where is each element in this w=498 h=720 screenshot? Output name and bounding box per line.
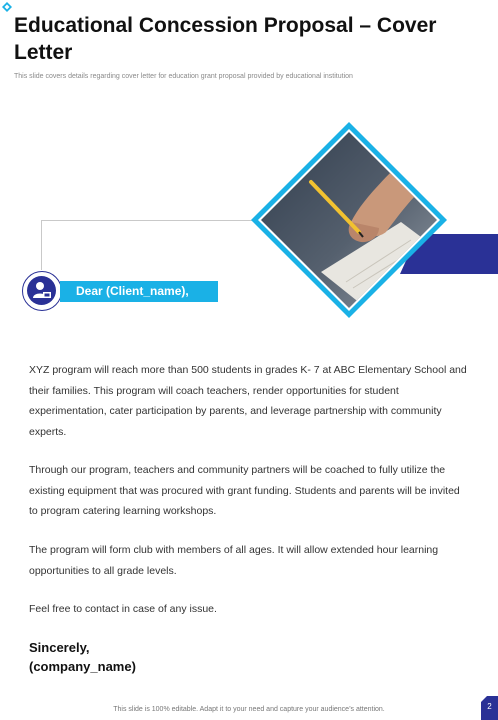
corner-diamond-icon <box>2 2 12 12</box>
page-number: 2 <box>481 696 498 720</box>
letter-paragraph: XYZ program will reach more than 500 students in grades K- 7 at ABC Elementary School and their families. This program will coach teachers, render opportunities for student experimentation, cater participation by parents, and leverage partnership with community experts. <box>29 364 467 438</box>
connector-line-horizontal <box>41 220 257 221</box>
footer-note: This slide is 100% editable. Adapt it to your need and capture your audience’s attention. <box>113 706 385 713</box>
letter-paragraph: The program will form club with members of all ages. It will allow extended hour learning opportunities to all grade levels. <box>29 544 439 577</box>
person-at-desk-icon <box>27 276 56 305</box>
page-number-notch <box>481 696 487 702</box>
page-subtitle: This slide covers details regarding cover letter for education grant proposal provided by educational institution <box>14 73 353 80</box>
connector-line-vertical <box>41 220 42 270</box>
letter-paragraph: Through our program, teachers and community partners will be coached to fully utilize the existing equipment that was procured with grant funding. Students and parents will be invited to program catering learning workshops. <box>29 464 460 517</box>
closing-text: Sincerely, <box>29 640 90 655</box>
letter-paragraph: Feel free to contact in case of any issue. <box>29 603 217 615</box>
salutation-label: Dear (Client_name), <box>60 281 218 302</box>
avatar <box>22 271 62 311</box>
page-title: Educational Concession Proposal – Cover Letter <box>14 14 437 64</box>
signature-text: (company_name) <box>29 659 136 674</box>
writing-hand-photo <box>251 122 447 318</box>
signoff-block <box>29 638 136 676</box>
